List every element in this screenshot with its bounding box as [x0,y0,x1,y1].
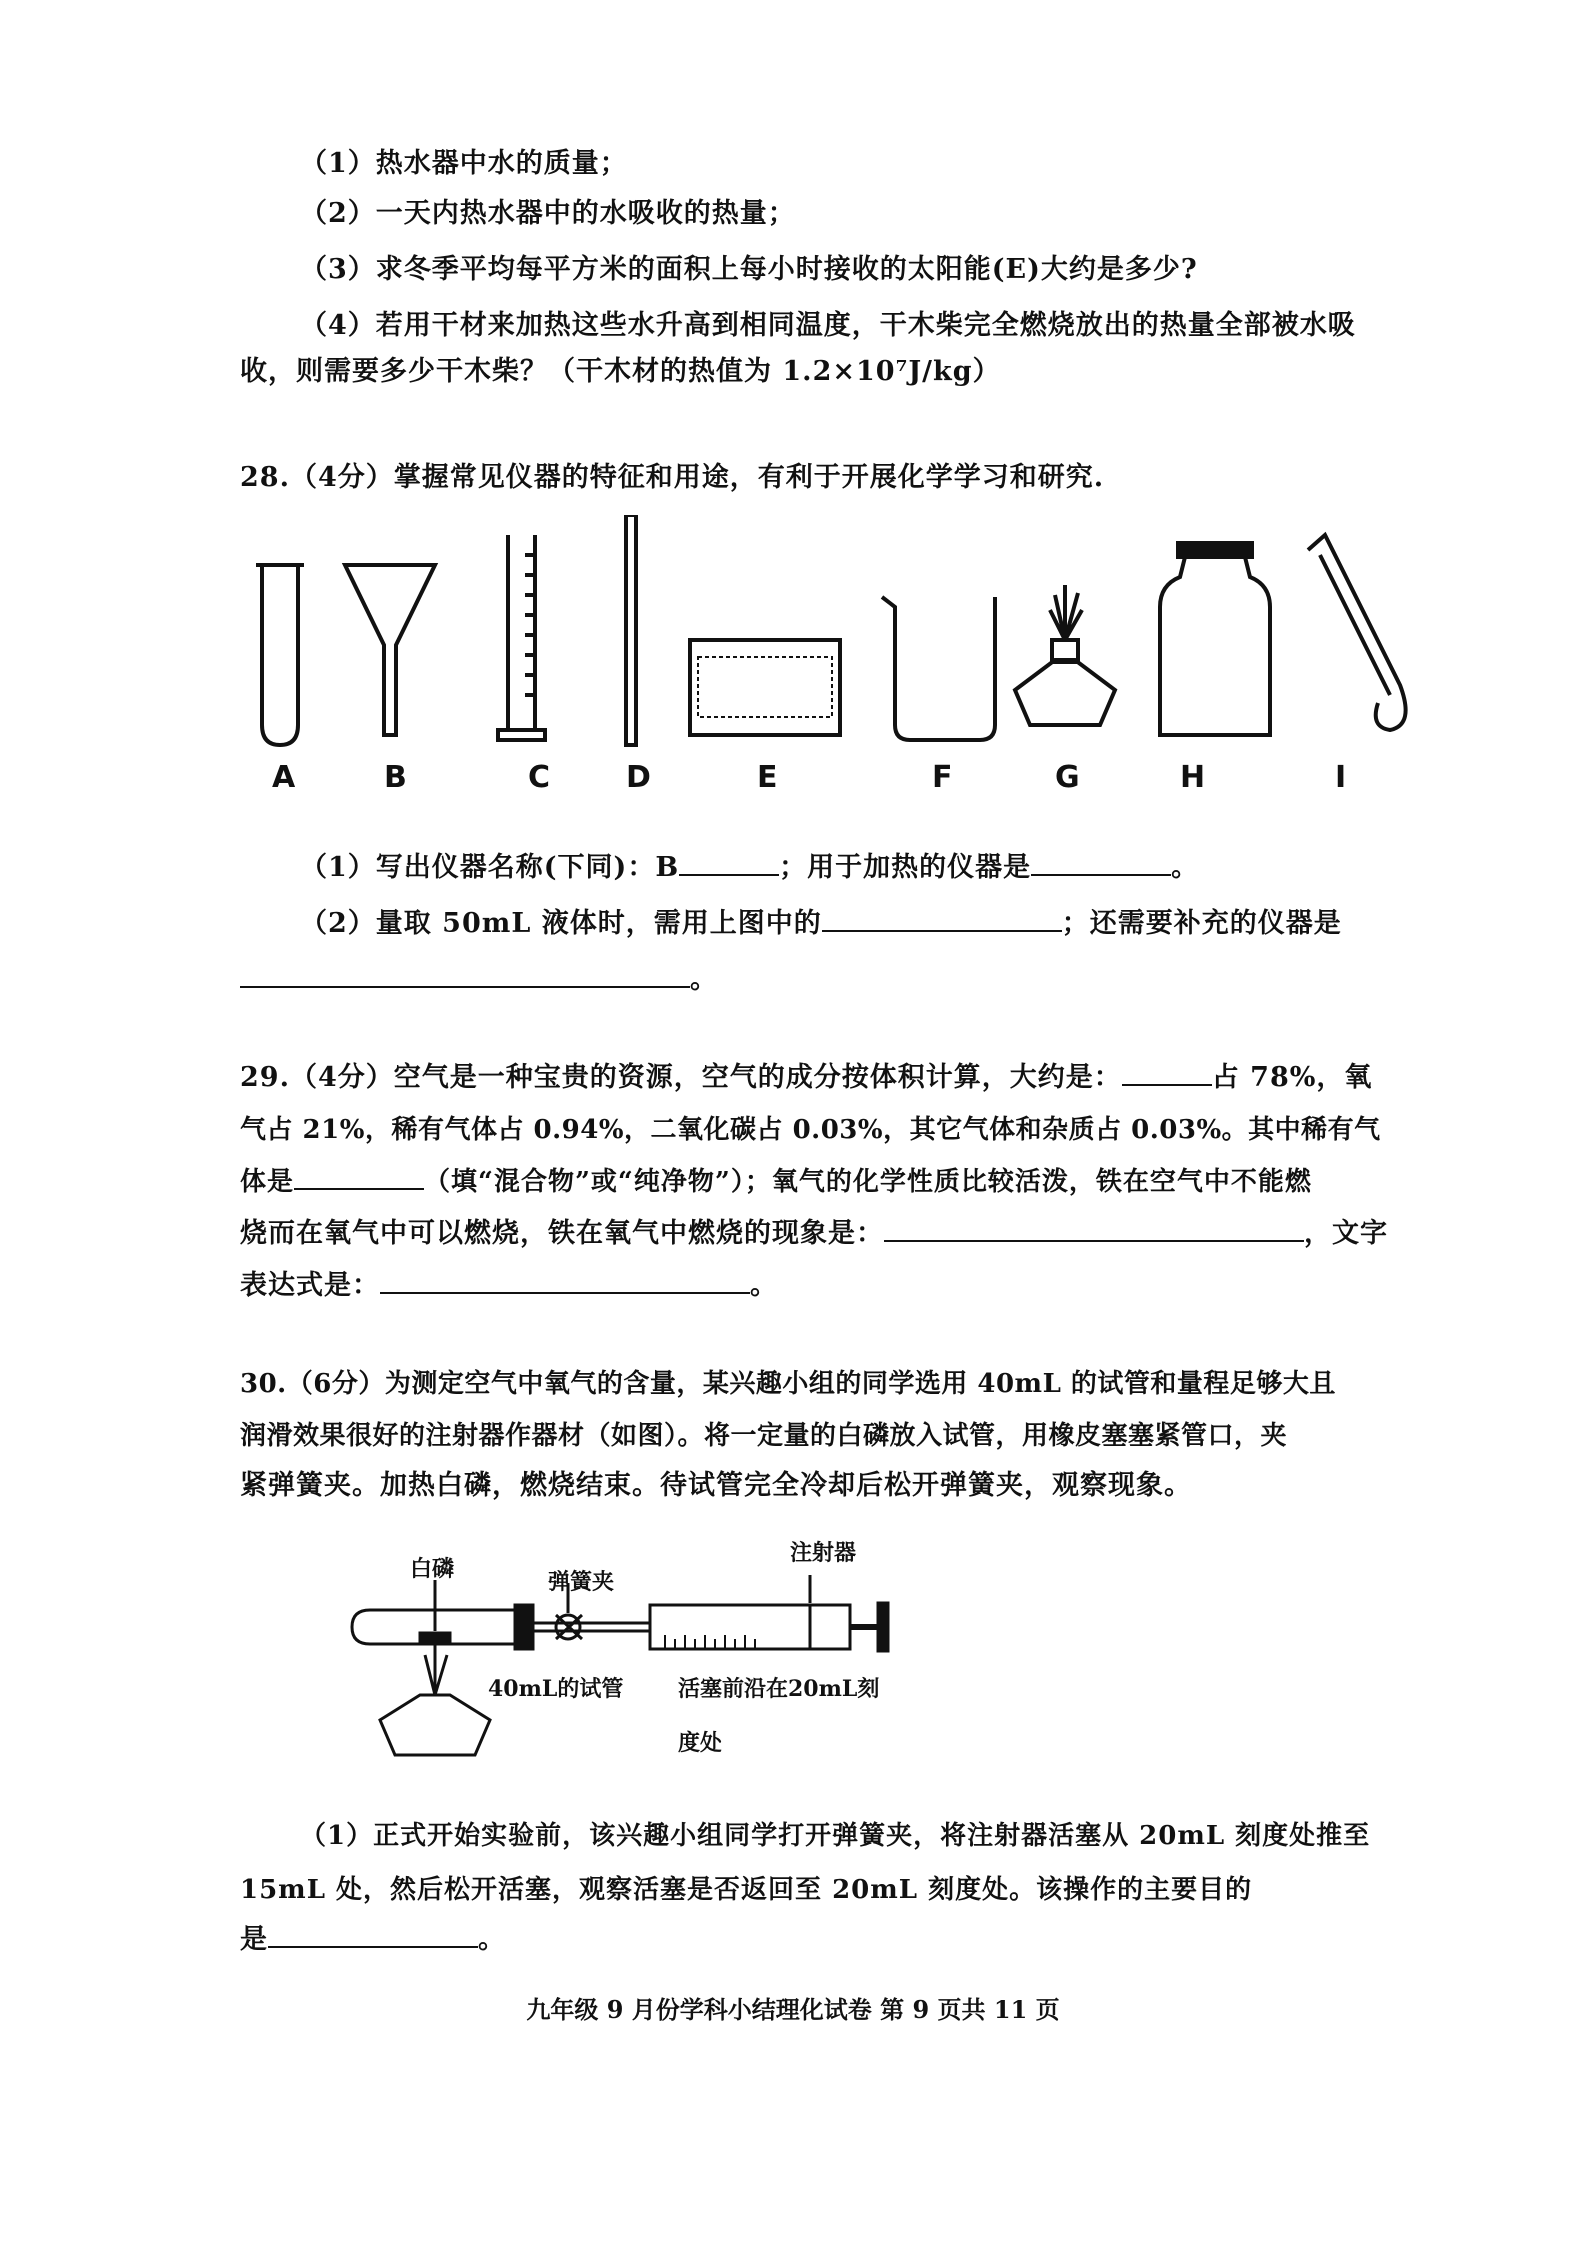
label-syringe: 注射器 [790,1540,857,1566]
label-c: C [528,760,551,795]
graduated-cylinder-icon [498,535,545,740]
q30-line-3: 紧弹簧夹。加热白磷，燃烧结束。待试管完全冷却后松开弹簧夹，观察现象。 [240,1470,1192,1501]
label-a: A [272,760,296,795]
q30-line-1: 30.（6分）为测定空气中氧气的含量，某兴趣小组的同学选用 40mL 的试管和量程足够大且 [240,1369,1336,1399]
syringe-icon [650,1575,888,1651]
instrument-labels [0,760,1586,800]
q30-part-1-line-2: 15mL 处，然后松开活塞，观察活塞是否返回至 20mL 刻度处。该操作的主要目的 [240,1875,1253,1905]
alcohol-lamp-icon [1015,585,1115,725]
gas-jar-icon [1160,543,1270,735]
answer-blank[interactable] [679,846,779,876]
q27-item-3: （3）求冬季平均每平方米的面积上每小时接收的太阳能(E)大约是多少? [300,254,1198,285]
label-piston-position-cont: 度处 [678,1730,723,1756]
label-h: H [1180,760,1206,795]
label-e: E [757,760,778,795]
answer-blank[interactable] [240,958,690,988]
answer-blank[interactable] [268,1918,478,1948]
funnel-icon [345,565,435,735]
q29-line-4: 烧而在氧气中可以燃烧，铁在氧气中燃烧的现象是： ，文字 [240,1212,1420,1254]
q27-item-4-cont: 收，则需要多少干木柴？（干木材的热值为 1.2×10⁷J/kg） [240,356,1001,387]
q30-part-1-line-3: 是 。 [240,1918,1420,1960]
q28-part-1: （1）写出仪器名称(下同)：B ；用于加热的仪器是 。 [300,846,1480,888]
page-footer: 九年级 9 月份学科小结理化试卷 第 9 页共 11 页 [526,1995,1060,2024]
q29-line-1: 29.（4分）空气是一种宝贵的资源，空气的成分按体积计算，大约是： 占 78%，氧 [240,1056,1420,1098]
answer-blank[interactable] [1122,1056,1212,1086]
beaker-icon [882,597,995,740]
white-phosphorus-icon [420,1633,450,1642]
label-d: D [626,760,651,795]
q30-part-1-line-1: （1）正式开始实验前，该兴趣小组同学打开弹簧夹，将注射器活塞从 20mL 刻度处推至 [300,1821,1371,1851]
q30-line-2: 润滑效果很好的注射器作器材（如图）。将一定量的白磷放入试管，用橡皮塞塞紧管口，夹 [240,1421,1288,1451]
glass-rod-icon [626,515,636,745]
alcohol-lamp-icon [380,1645,490,1755]
label-b: B [384,760,407,795]
q29-line-5: 表达式是： 。 [240,1264,1420,1306]
answer-blank[interactable] [884,1212,1304,1242]
label-test-tube: 40mL的试管 [488,1676,624,1702]
answer-blank[interactable] [380,1264,750,1294]
label-spring-clip: 弹簧夹 [548,1569,615,1595]
q28-part-2: （2）量取 50mL 液体时，需用上图中的 ；还需要补充的仪器是 [300,902,1480,944]
q27-item-1: （1）热水器中水的质量； [300,148,628,179]
bent-glass-tube-icon [1308,535,1406,730]
q28-part-2-cont: 。 [240,958,1420,1000]
label-g: G [1055,760,1080,795]
label-white-phosphorus: 白磷 [410,1556,455,1582]
test-tube-icon [256,565,304,745]
lab-instruments-figure [240,515,1500,775]
q28-stem: 28.（4分）掌握常见仪器的特征和用途，有利于开展化学学习和研究. [240,462,1105,493]
q29-line-2: 气占 21%，稀有气体占 0.94%，二氧化碳占 0.03%，其它气体和杂质占 0.03%。其中稀有气 [240,1115,1381,1145]
answer-blank[interactable] [1031,846,1171,876]
answer-blank[interactable] [822,902,1062,932]
q29-line-3: 体是 （填“混合物”或“纯净物”）；氧气的化学性质比较活泼，铁在空气中不能燃 [240,1160,1420,1202]
answer-blank[interactable] [294,1160,424,1190]
label-piston-position: 活塞前沿在20mL刻 [678,1676,880,1702]
water-trough-icon [690,640,840,735]
q27-item-4: （4）若用干材来加热这些水升高到相同温度，干木柴完全燃烧放出的热量全部被水吸 [300,310,1356,341]
label-f: F [932,760,953,795]
q27-item-2: （2）一天内热水器中的水吸收的热量； [300,198,796,229]
label-i: I [1335,760,1347,795]
